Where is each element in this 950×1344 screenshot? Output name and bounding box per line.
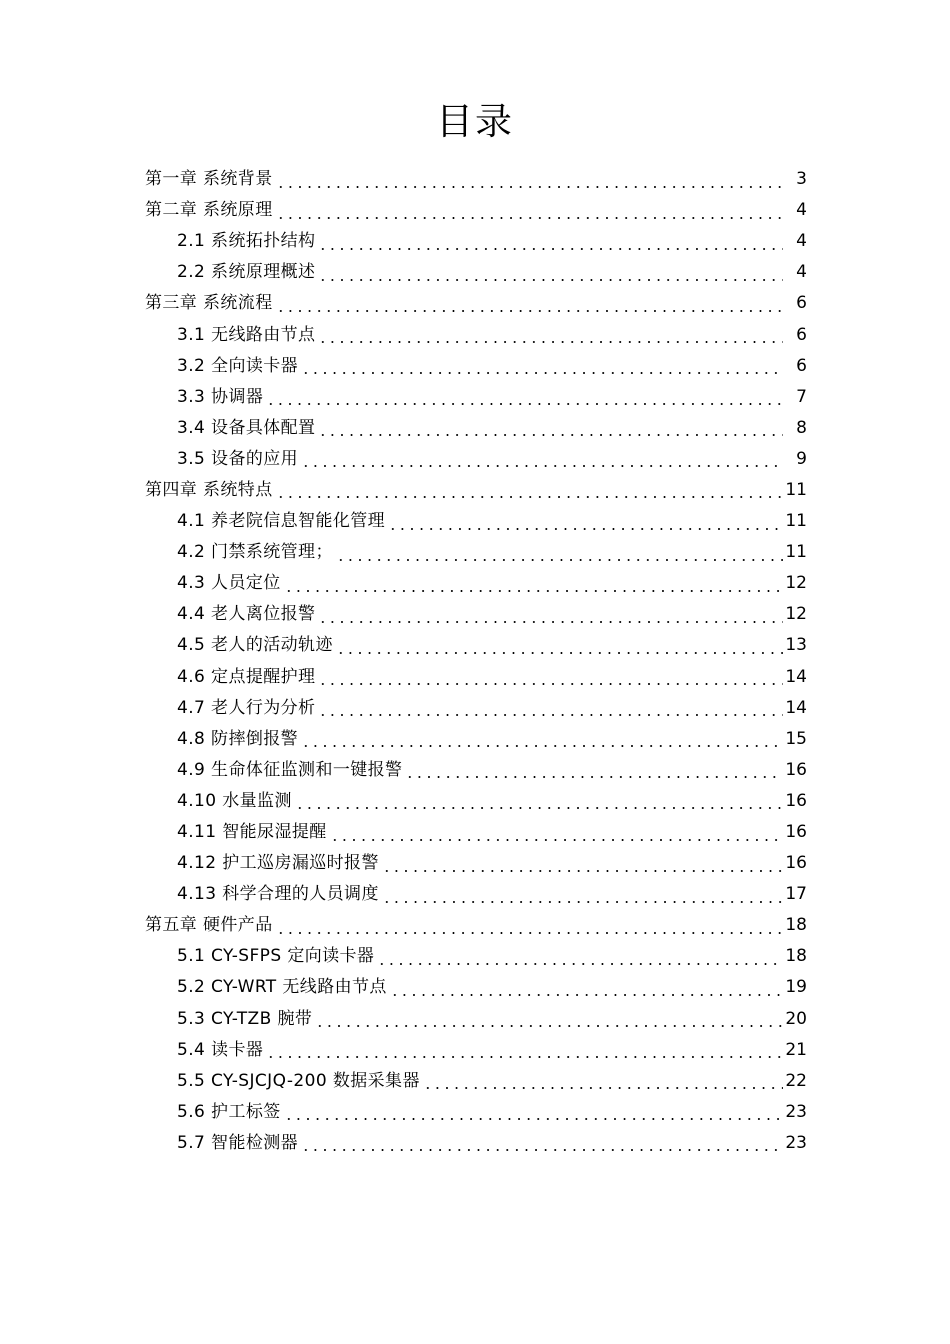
toc-entry-label: 4.6 定点提醒护理 (177, 666, 316, 687)
toc-entry-label: 4.4 老人离位报警 (177, 604, 316, 625)
toc-section-entry[interactable] (0, 351, 950, 382)
toc-chapter-entry[interactable] (0, 910, 950, 941)
toc-entry-label: 4.7 老人行为分析 (177, 697, 316, 718)
dot-leader (301, 741, 783, 751)
toc-section-entry[interactable] (0, 413, 950, 444)
dot-leader (276, 306, 783, 316)
dot-leader (318, 337, 783, 347)
toc-entry-label: 4.9 生命体征监测和一键报警 (177, 759, 403, 780)
toc-entry-label: 4.2 门禁系统管理； (177, 542, 333, 563)
toc-entry-page-number: 19 (785, 977, 807, 998)
toc-entry-label: 4.11 智能尿湿提醒 (177, 822, 327, 843)
toc-entry-label: 5.4 读卡器 (177, 1039, 264, 1060)
toc-section-entry[interactable] (0, 319, 950, 350)
toc-section-entry[interactable] (0, 537, 950, 568)
toc-entry-page-number: 12 (785, 604, 807, 625)
toc-entry-page-number: 11 (785, 479, 807, 500)
toc-entry-page-number: 6 (796, 293, 807, 314)
table-of-contents (0, 164, 950, 1159)
dot-leader (318, 430, 783, 440)
toc-entry-page-number: 20 (785, 1008, 807, 1029)
toc-section-entry[interactable] (0, 972, 950, 1003)
toc-section-entry[interactable] (0, 662, 950, 693)
toc-entry-label: 5.3 CY-TZB 腕带 (177, 1008, 313, 1029)
dot-leader (318, 275, 783, 285)
dot-leader (276, 182, 783, 192)
toc-entry-label: 5.2 CY-WRT 无线路由节点 (177, 977, 387, 998)
toc-entry-label: 第四章 系统特点 (145, 479, 273, 500)
toc-section-entry[interactable] (0, 226, 950, 257)
toc-entry-label: 4.5 老人的活动轨迹 (177, 635, 333, 656)
toc-entry-page-number: 7 (796, 386, 807, 407)
toc-entry-page-number: 16 (785, 822, 807, 843)
toc-entry-page-number: 14 (785, 666, 807, 687)
toc-entry-page-number: 6 (796, 324, 807, 345)
toc-entry-page-number: 21 (785, 1039, 807, 1060)
dot-leader (382, 866, 783, 876)
toc-section-entry[interactable] (0, 693, 950, 724)
toc-section-entry[interactable] (0, 1066, 950, 1097)
toc-entry-page-number: 16 (785, 790, 807, 811)
dot-leader (423, 1083, 783, 1093)
toc-section-entry[interactable] (0, 879, 950, 910)
toc-entry-label: 3.4 设备具体配置 (177, 417, 316, 438)
toc-entry-page-number: 17 (785, 884, 807, 905)
toc-entry-label: 2.2 系统原理概述 (177, 262, 316, 283)
toc-section-entry[interactable] (0, 257, 950, 288)
toc-entry-label: 5.5 CY-SJCJQ-200 数据采集器 (177, 1070, 420, 1091)
dot-leader (276, 213, 783, 223)
toc-entry-page-number: 23 (785, 1132, 807, 1153)
dot-leader (377, 959, 783, 969)
toc-entry-page-number: 3 (796, 169, 807, 190)
toc-entry-page-number: 18 (785, 915, 807, 936)
toc-section-entry[interactable] (0, 1097, 950, 1128)
dot-leader (318, 244, 783, 254)
dot-leader (330, 835, 783, 845)
toc-entry-label: 4.8 防摔倒报警 (177, 728, 299, 749)
toc-entry-label: 5.7 智能检测器 (177, 1132, 299, 1153)
dot-leader (301, 461, 783, 471)
toc-entry-label: 3.1 无线路由节点 (177, 324, 316, 345)
dot-leader (284, 586, 783, 596)
toc-entry-label: 5.1 CY-SFPS 定向读卡器 (177, 946, 375, 967)
toc-section-entry[interactable] (0, 599, 950, 630)
toc-entry-page-number: 11 (785, 542, 807, 563)
toc-entry-page-number: 15 (785, 728, 807, 749)
dot-leader (276, 928, 783, 938)
toc-entry-label: 2.1 系统拓扑结构 (177, 231, 316, 252)
toc-section-entry[interactable] (0, 755, 950, 786)
toc-entry-label: 3.2 全向读卡器 (177, 355, 299, 376)
page-title: 目录 (436, 100, 514, 143)
toc-entry-page-number: 22 (785, 1070, 807, 1091)
dot-leader (301, 1145, 783, 1155)
dot-leader (301, 368, 783, 378)
dot-leader (315, 1021, 783, 1031)
toc-entry-label: 4.13 科学合理的人员调度 (177, 884, 379, 905)
dot-leader (318, 617, 783, 627)
toc-section-entry[interactable] (0, 506, 950, 537)
toc-section-entry[interactable] (0, 848, 950, 879)
toc-entry-label: 第五章 硬件产品 (145, 915, 273, 936)
toc-entry-label: 第一章 系统背景 (145, 169, 273, 190)
dot-leader (295, 803, 783, 813)
toc-entry-page-number: 4 (796, 200, 807, 221)
toc-section-entry[interactable] (0, 382, 950, 413)
toc-entry-page-number: 11 (785, 511, 807, 532)
toc-entry-page-number: 9 (796, 448, 807, 469)
toc-entry-page-number: 18 (785, 946, 807, 967)
toc-section-entry[interactable] (0, 444, 950, 475)
dot-leader (276, 492, 783, 502)
toc-chapter-entry[interactable] (0, 164, 950, 195)
dot-leader (266, 1052, 783, 1062)
toc-chapter-entry[interactable] (0, 288, 950, 319)
toc-section-entry[interactable] (0, 941, 950, 972)
toc-entry-page-number: 4 (796, 262, 807, 283)
dot-leader (266, 399, 783, 409)
toc-section-entry[interactable] (0, 1128, 950, 1159)
toc-entry-label: 4.3 人员定位 (177, 573, 281, 594)
toc-entry-label: 4.10 水量监测 (177, 790, 292, 811)
toc-entry-page-number: 16 (785, 759, 807, 780)
dot-leader (336, 648, 783, 658)
dot-leader (405, 772, 783, 782)
toc-entry-label: 5.6 护工标签 (177, 1101, 281, 1122)
toc-entry-page-number: 13 (785, 635, 807, 656)
toc-entry-page-number: 16 (785, 853, 807, 874)
toc-chapter-entry[interactable] (0, 195, 950, 226)
toc-section-entry[interactable] (0, 630, 950, 661)
toc-entry-page-number: 23 (785, 1101, 807, 1122)
dot-leader (336, 555, 783, 565)
dot-leader (318, 710, 783, 720)
dot-leader (318, 679, 783, 689)
toc-section-entry[interactable] (0, 568, 950, 599)
toc-entry-label: 4.12 护工巡房漏巡时报警 (177, 853, 379, 874)
toc-entry-label: 第二章 系统原理 (145, 200, 273, 221)
toc-entry-page-number: 8 (796, 417, 807, 438)
toc-entry-page-number: 4 (796, 231, 807, 252)
toc-chapter-entry[interactable] (0, 475, 950, 506)
dot-leader (390, 990, 783, 1000)
toc-section-entry[interactable] (0, 786, 950, 817)
toc-entry-label: 3.5 设备的应用 (177, 448, 299, 469)
dot-leader (388, 524, 783, 534)
dot-leader (382, 897, 783, 907)
toc-section-entry[interactable] (0, 817, 950, 848)
toc-entry-label: 4.1 养老院信息智能化管理 (177, 511, 386, 532)
toc-entry-label: 第三章 系统流程 (145, 293, 273, 314)
toc-section-entry[interactable] (0, 724, 950, 755)
toc-entry-page-number: 6 (796, 355, 807, 376)
toc-entry-page-number: 14 (785, 697, 807, 718)
toc-section-entry[interactable] (0, 1035, 950, 1066)
toc-entry-label: 3.3 协调器 (177, 386, 264, 407)
toc-section-entry[interactable] (0, 1004, 950, 1035)
dot-leader (284, 1114, 783, 1124)
toc-entry-page-number: 12 (785, 573, 807, 594)
